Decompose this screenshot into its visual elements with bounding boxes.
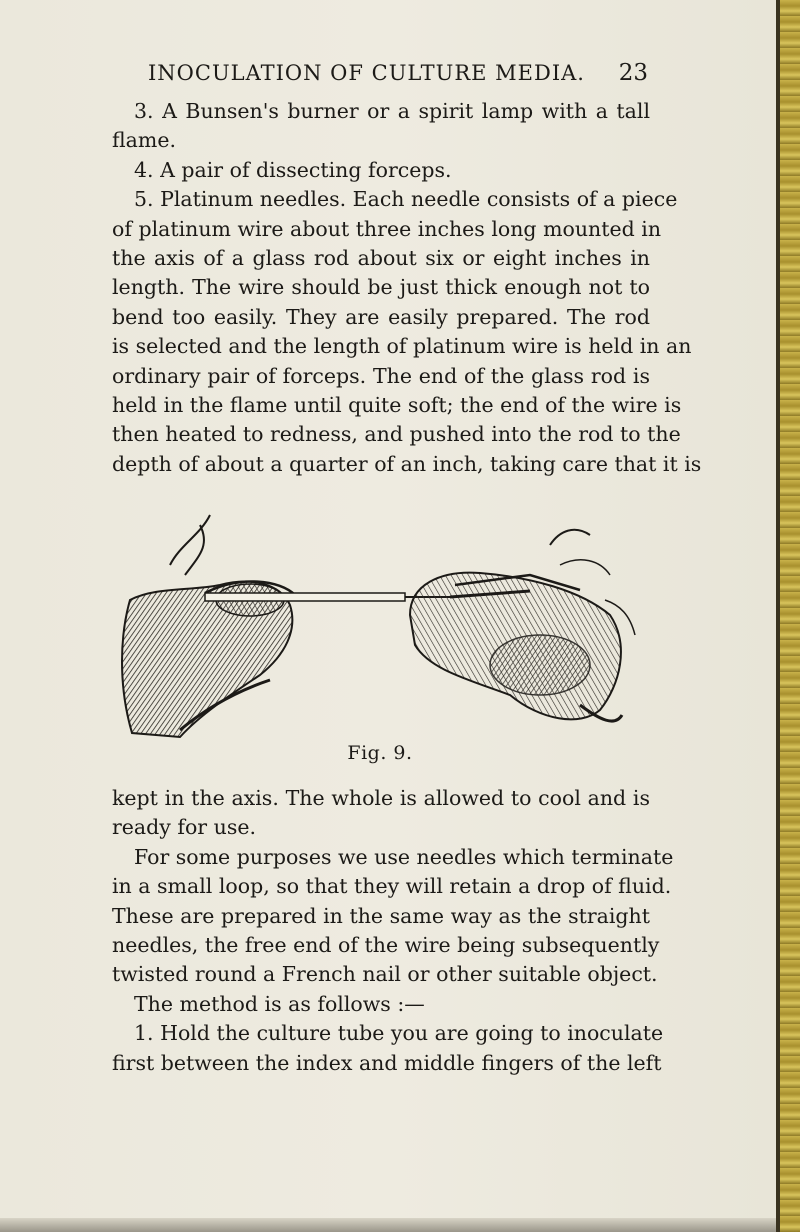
book-spine-edge [776,0,800,1232]
text-line: ordinary pair of forceps. The end of the glass rod is [112,363,650,388]
text-line: depth of about a quarter of an inch, taking care that it is [112,451,702,476]
top-text-block [112,97,702,479]
text-line: first between the index and middle fingers of the left [112,1050,662,1075]
left-hand-illustration [122,515,295,737]
text-line: twisted round a French nail or other suitable object. [112,962,658,987]
right-hand-illustration [410,530,635,721]
text-line: needles, the free end of the wire being subsequently [112,933,660,958]
text-line: 3. A Bunsen's burner or a spirit lamp with a tall [134,99,650,123]
text-line: ready for use. [112,815,256,840]
text-line: kept in the axis. The whole is allowed to cool and is [112,786,650,810]
text-line: the axis of a glass rod about six or eight inches in [112,246,650,271]
text-line: length. The wire should be just thick enough not to [112,275,650,300]
text-line: is selected and the length of platinum wire is held in an [112,334,692,359]
figure-hands-forceps-illustration [110,505,650,745]
text-line: in a small loop, so that they will retain a drop of fluid. [112,874,672,899]
text-line: 4. A pair of dissecting forceps. [134,157,452,182]
text-line: bend too easily. They are easily prepared. The rod [112,304,650,329]
text-line: then heated to redness, and pushed into the rod to the [112,422,681,447]
page-bottom-shadow [0,1218,776,1232]
text-line: 1. Hold the culture tube you are going to inoculate [134,1021,664,1046]
figure-caption: Fig. 9. [347,742,413,764]
text-line: The method is as follows :— [134,991,425,1016]
text-line: For some purposes we use needles which terminate [134,844,674,869]
text-line: flame. [112,128,176,153]
page-number: 23 [618,60,648,86]
running-header [148,60,648,86]
text-line: These are prepared in the same way as the straight [112,903,650,928]
bottom-text-block [112,784,674,1078]
running-title: INOCULATION OF CULTURE MEDIA. [148,61,585,85]
text-line: of platinum wire about three inches long mounted in [112,216,662,241]
text-line: held in the flame until quite soft; the end of the wire is [112,393,682,418]
text-line: 5. Platinum needles. Each needle consists of a piece [134,187,678,212]
